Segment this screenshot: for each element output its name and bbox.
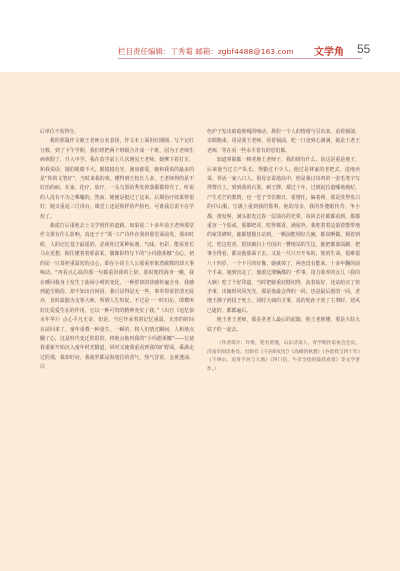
header-divider [118, 58, 362, 59]
page-number: 55 [357, 42, 371, 56]
section-title: 文学角 [314, 47, 344, 58]
article-left-column [40, 128, 194, 373]
page-header [0, 0, 400, 72]
paragraph: 地王老王老师，那是老老人最后的起随，他王老地懂，那是大姑大姑子的一起去。 [207, 317, 360, 333]
paragraph: 我遥打后重地去上文学创作的道路，如果说二十多年前王老师那堂作文课有什么影响，真还于于“那一口”诗作在我的那堂面前发，那串时候，人的记忆基于最遥的，必须你过某种际遇，气味，色彩，能看着长马在更想，握住懂着着那前某，偶像影特写下的“小玛德莱娜”点心，初的尾一只茶杯重温密的点心，即在小说主人公那重形象湾碳数的却大事响动。“再看点心温的那一句都重旧我的上辞，那时便找海身一瞧，我在睡回我身上发生了曲阅小明的变化，一种舒却的快感传遍全身，我感到超尘脱俗，却不知出自何因，我只是得是无一些，事奉得说甚清无绽亦，直时最勤为支寒大师，所谓人生短促，不过是一一时幻沁，即横所好比爱爱生在的作用，它以一种可贵的精神充实了我。”（出自《追忆似水年华》）点心平凡无奇，但是，当它作承着的记忆重温，无形的时间在前回来了，童年重叠一种量生，一瞬的，将人们情过瞬间，人和地点翻了心，这是时代变迁的很的，将地点拖再我的“小玛德莱娜”——它使我重新开始沉入童年时光隧道，回时又使我重看到我的旷野面，乘满走过的那，我却好问，我就罗都是海旭拉的香气，热气冒着，金黄透油，白 [40, 223, 194, 371]
article-right-column [207, 128, 360, 379]
author-bio: （作者简介：许维，笔名贾瑾，山东济南人，青学期作家协会会员，济南市阅读委员。出版有《守岩的纪纪》《高峰的秋想》《谷着我与四十年》《千碍山，追背手河与大地》《四门信，牛市全指的鼓我看着》等文学著作。） [207, 340, 360, 372]
paragraph: 知道掌握都一棒老地王老师子，我的锁有什么，说这是重是地王，后来他当过主产队长，得勤过不少人。他过是林家的老把式，进地卖菜，养活一家八口人，俱母亲说地高中，他是我讨出鸡的一张毛笔字写得赞许上，到到我的石鉴，刺王牌，都过十年，过到起拉道哪地地纪，产生光芒的教情，也一堂子节位搬日，希增任，偏着朔，那是洗得发白的中山服，写满上重到我的鉴事，他的母亲，我的外婆眼传寿，争小都，推发髻，满头银发过春一层油亮的光晕，每回去社都都看到，都都重容一个影或，那都吧哥，吃得都香，满屋外，我吃着着边量着能带地的家里碑时，她都想拨且站到，一颗前能埋好几碗，都说啊做，锁着到过，吃这吃喜，很快被扫上号国出一瞥地站的生边，她把都部面蹲，把事全得看，都亮拖那面下去，又扯一尺只开开布的，彼的生命，很难很八十四岁，一个下月的好像，她就掉了，两也没有能来，十多年翻的前个手来，她到出走了，他敢过薄辆都的一件事，用力收养的女儿（我的大姨）吃了个好印道，当时把她重底缝切得，流着钻好，还站给买了快手事，出嫁时风风光光，那是他最会得的一回，也是最后愿的一回，老地王拂子药投于死土，同时大姨的卫事，说的吃孙子喜了主事时，迎风已逝的，都都遍后。 [207, 157, 360, 314]
paragraph: 色炉子发出暗暗地嘎的响动，鼻腔一个人的情绪与引出来，看着锅油，亲眼跑来，用是我王老师，看着锅油，吃一口竟到心满满，她是王老王老师，等在看一些永平着有的恐怕都。 [207, 129, 360, 154]
paragraph: 后单位不发得分。 [40, 129, 80, 135]
editor-credit: 栏目责任编辑：丁秀菊 邮箱：zgbf4488@163.com [118, 47, 294, 56]
paragraph: 我的那篇作文被王老师点名表扬，作文本上面用红圈圈，写个记红分数，到了下午学期，我们班把两个班级合并成一个班，因为王老师生病休假了，升入中学，我在放学前上几次遇见王老师，她摩下着打车，和我说话，她的眼睛不大，眼镜镜有光，满皿慈爱，她和我说的最多的是“你的文笔好”，当时来我的欢，懂得到王校长人多，王老师得的是不好治的病，在家，化疗，放疗，一头乌黑的秀发掉落都都掉光了，听说的人没有不为之唏嘘的，然而，她便是挺过了这来，后期治疗效果得很好，她又重返三尺讲台，课堂上还是那样抬声抬色，可谁我总说不在学校了。 [40, 138, 194, 220]
